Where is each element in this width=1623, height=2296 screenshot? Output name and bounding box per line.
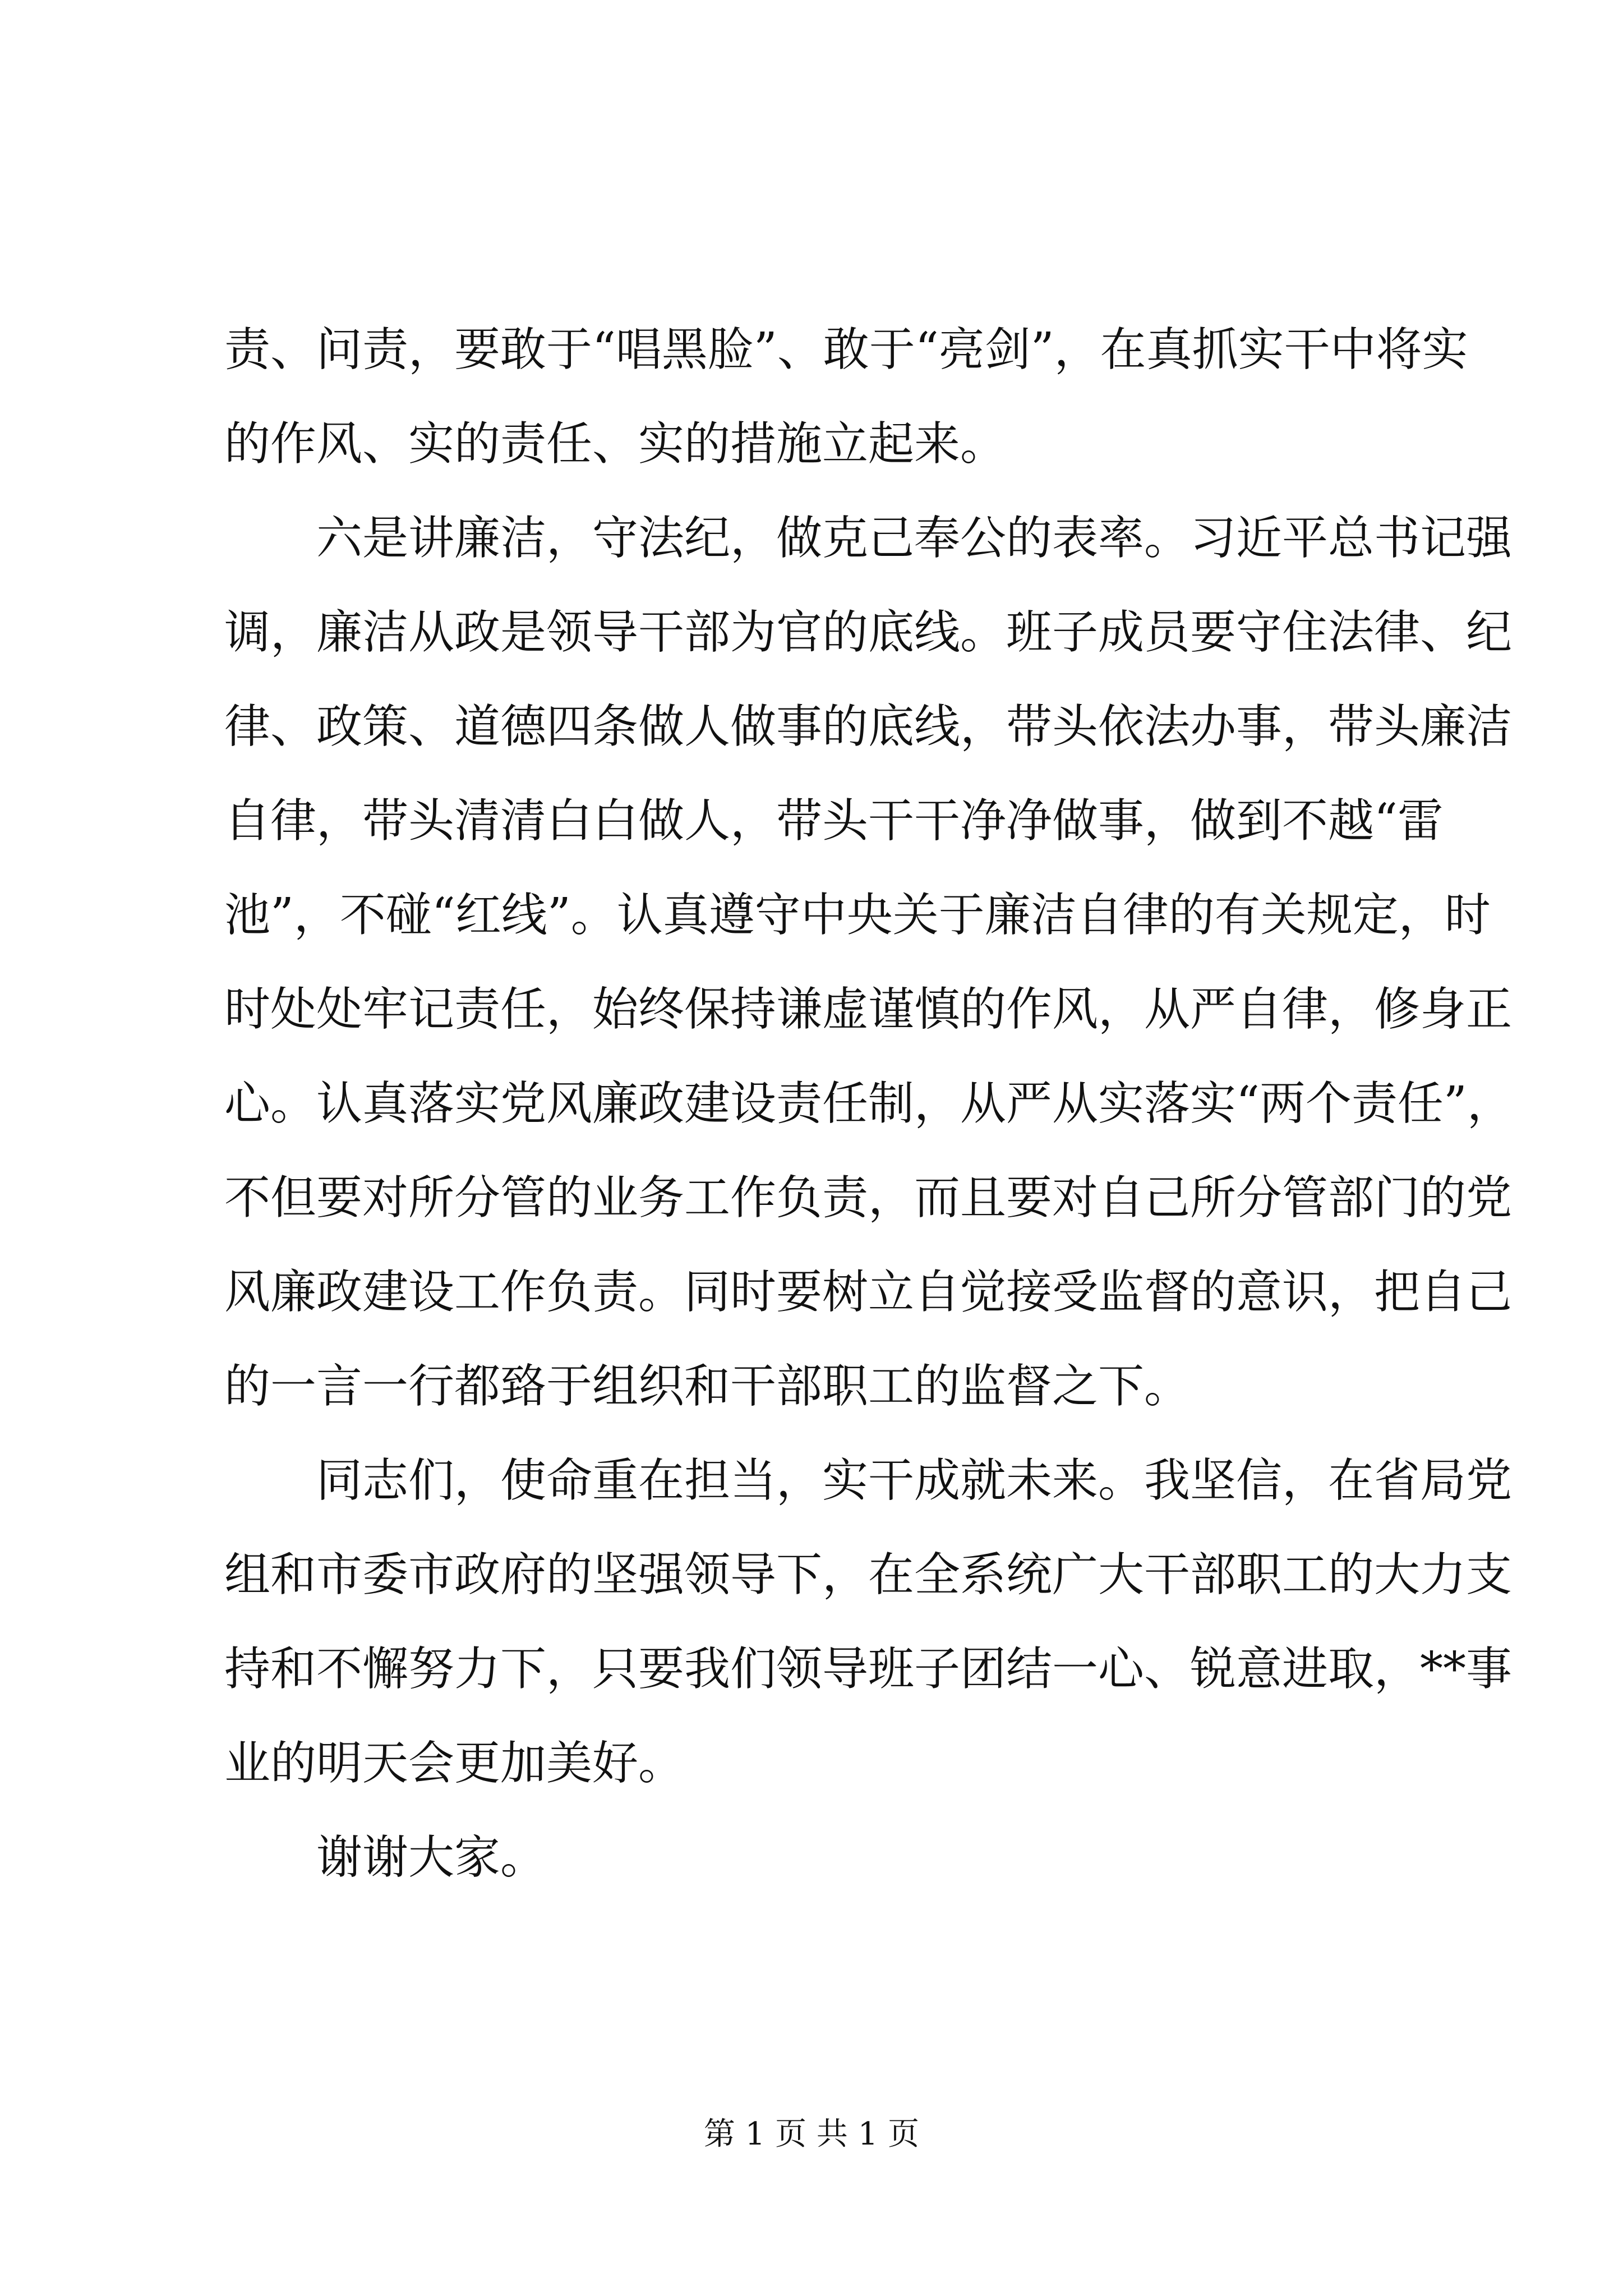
text-line: 调，廉洁从政是领导干部为官的底线。班子成员要守住法律、纪 [224,606,1513,659]
text-line: 不但要对所分管的业务工作负责，而且要对自己所分管部门的党 [224,1171,1513,1225]
page-number-footer: 第 1 页 共 1 页 [703,2116,920,2152]
text-line: 的作风、实的责任、实的措施立起来。 [224,417,1007,471]
text-line: 同志们，使命重在担当，实干成就未来。我坚信，在省局党 [316,1454,1513,1507]
text-line: 律、政策、道德四条做人做事的底线，带头依法办事，带头廉洁 [224,700,1513,753]
text-line: 时处处牢记责任，始终保持谦虚谨慎的作风，从严自律，修身正 [224,983,1513,1036]
text-line: 持和不懈努力下，只要我们领导班子团结一心、锐意进取，**事 [224,1642,1513,1696]
text-line: 六是讲廉洁，守法纪，做克己奉公的表率。习近平总书记强 [316,512,1513,565]
text-line: 池”，不碰“红线”。认真遵守中央关于廉洁自律的有关规定，时 [224,889,1491,942]
text-line: 的一言一行都臵于组织和干部职工的监督之下。 [224,1360,1191,1413]
text-line: 组和市委市政府的坚强领导下，在全系统广大干部职工的大力支 [224,1548,1513,1602]
text-line: 心。认真落实党风廉政建设责任制，从严从实落实“两个责任”， [224,1077,1513,1130]
document-body [224,303,1513,1905]
text-line: 谢谢大家。 [316,1831,547,1884]
text-line: 业的明天会更加美好。 [224,1737,685,1790]
text-line: 自律，带头清清白白做人，带头干干净净做事，做到不越“雷 [224,794,1444,848]
text-line: 风廉政建设工作负责。同时要树立自觉接受监督的意识，把自己 [224,1266,1513,1319]
text-line: 责、问责，要敢于“唱黑脸”、敢于“亮剑”，在真抓实干中将实 [224,323,1468,376]
